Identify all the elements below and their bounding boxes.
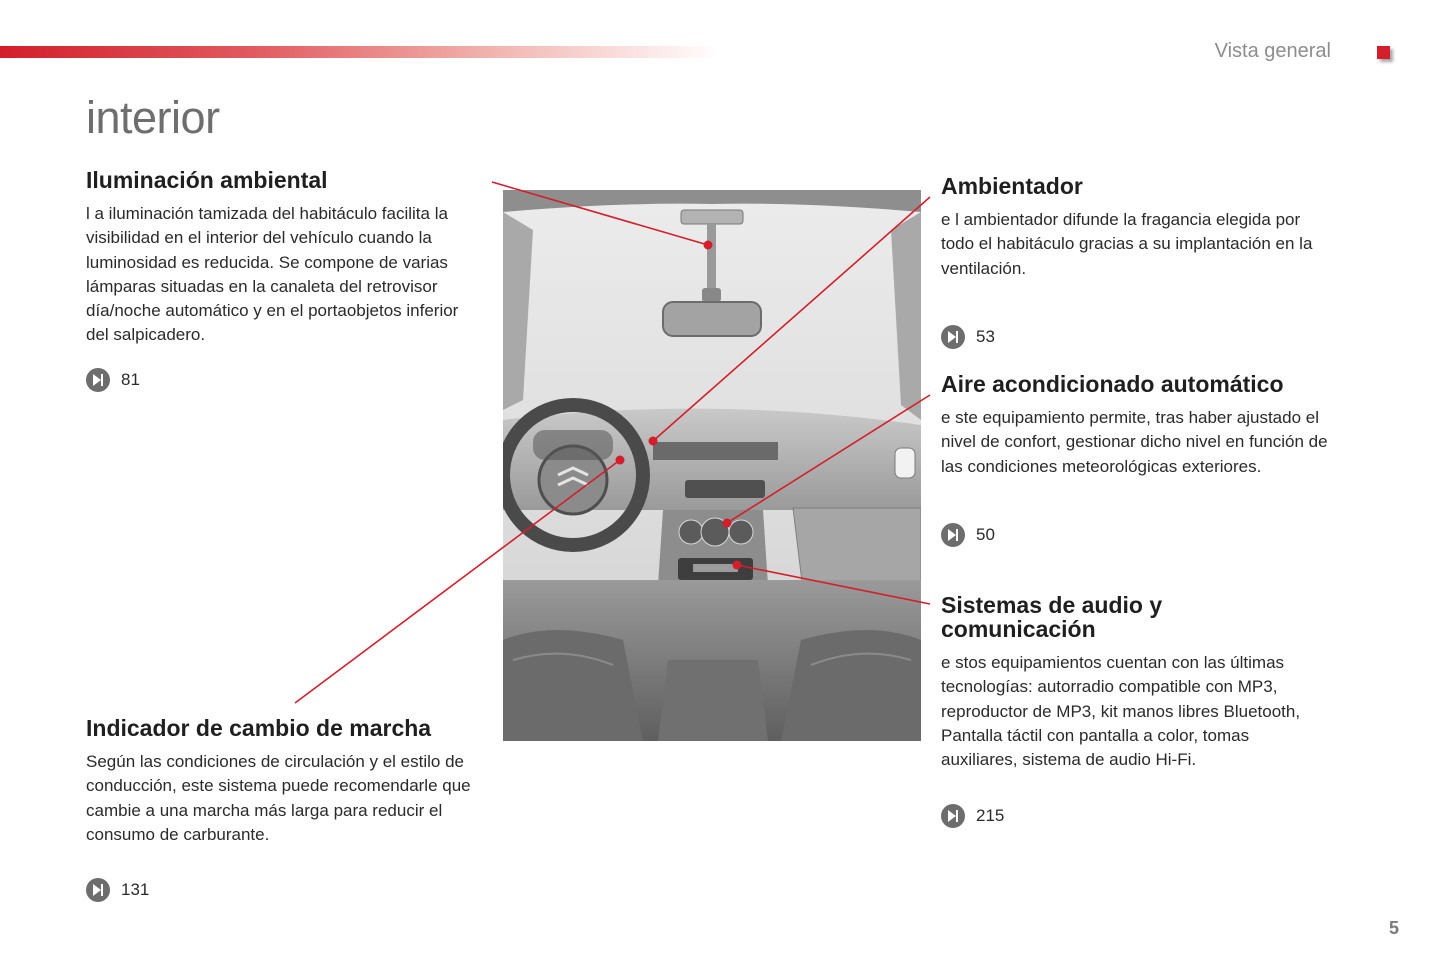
ref-page-number: 50 [976,525,995,544]
section-marker [1377,46,1390,59]
block-audio [941,592,1301,772]
block-text: Según las condiciones de circulación y el estilo de conducción, este sistema puede recomendarle que cambie a una marcha más larga para reducir el consumo de carburante. [86,752,471,844]
ref-indicador[interactable] [86,877,149,903]
page-number: 5 [1388,918,1399,938]
ref-audio[interactable] [941,803,1004,829]
ref-page-number: 81 [121,370,140,389]
block-title: Indicador de cambio de marcha [86,715,432,741]
block-aire [941,372,1336,479]
block-iluminacion [86,168,481,348]
block-indicador [86,716,481,847]
ref-iluminacion[interactable] [86,367,140,393]
block-title: Iluminación ambiental [86,167,328,193]
block-text: e l ambientador difunde la fragancia elegida por todo el habitáculo gracias a su implantación en la ventilación. [941,210,1313,278]
page-reference-icon [941,325,965,349]
section-title: Vista general [1214,40,1331,62]
ref-page-number: 215 [976,806,1005,825]
page-title: interior [86,92,220,143]
ref-ambientador[interactable] [941,324,995,350]
ref-page-number: 131 [121,880,150,899]
page-reference-icon [941,523,965,547]
ref-page-number: 53 [976,327,995,346]
block-text: e stos equipamientos cuentan con las últimas tecnologías: autorradio compatible con MP3, reproductor de MP3, kit manos libres Bluetooth, Pantalla táctil con pantalla a color, tomas auxiliares, sistema de audio Hi-Fi. [941,653,1301,770]
block-text: l a iluminación tamizada del habitáculo facilita la visibilidad en el interior del vehículo cuando la luminosidad es reducida. Se compone de varias lámparas situadas en la canaleta del retrovisor día/noche automático y en el portaobjetos inferior del salpicadero. [86,204,459,345]
ref-aire[interactable] [941,522,995,548]
page-reference-icon [86,368,110,392]
page-reference-icon [941,804,965,828]
block-title: Aire acondicionado automático [941,371,1284,397]
block-text: e ste equipamiento permite, tras haber ajustado el nivel de confort, gestionar dicho nivel en función de las condiciones meteorológicas exteriores. [941,408,1328,476]
page-reference-icon [86,878,110,902]
block-title: Ambientador [941,173,1083,199]
block-title: Sistemas de audio y comunicación [941,592,1163,642]
block-ambientador [941,174,1336,281]
header-accent-bar [0,46,720,58]
interior-illustration [503,190,921,741]
